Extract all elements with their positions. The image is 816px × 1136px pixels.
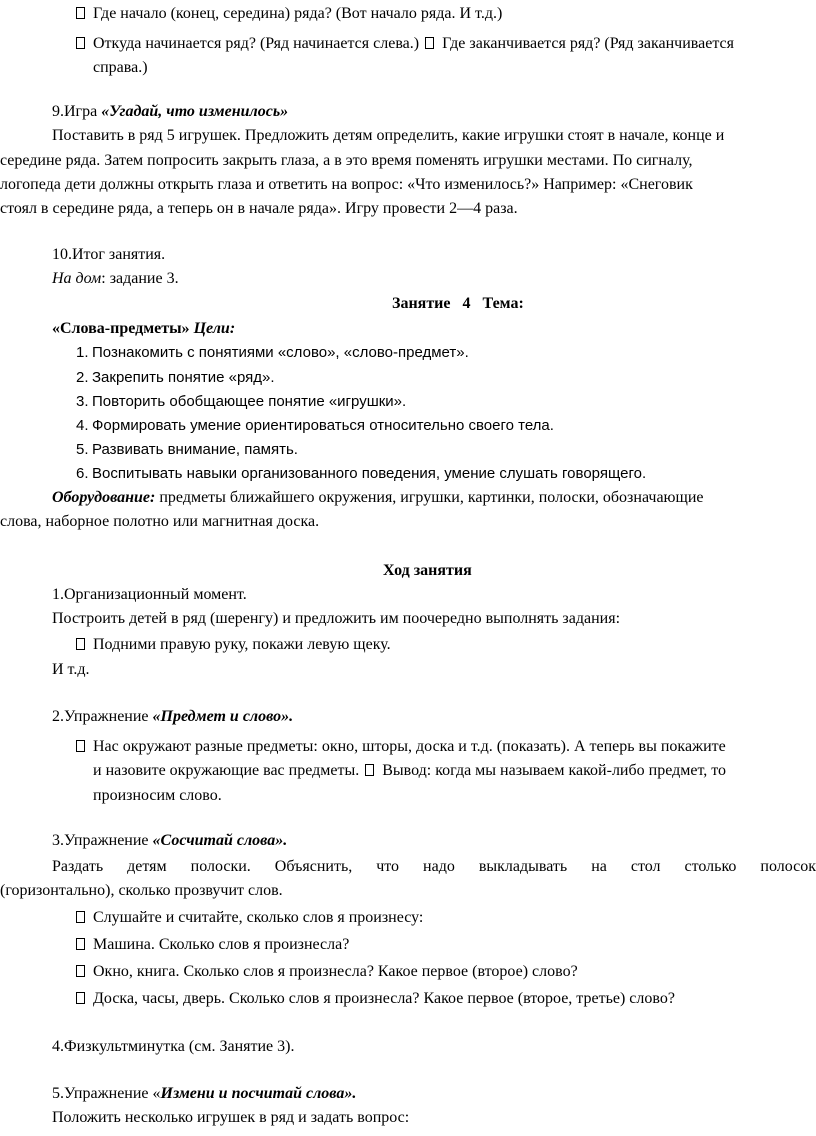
paragraph-line: Положить несколько игрушек в ряд и задать вопрос:: [52, 1109, 410, 1126]
paragraph-line: логопеда дети должны открыть глаза и ответить на вопрос: «Что изменилось?» Например: «Снеговик: [0, 176, 693, 193]
lesson-topic: «Слова-предметы» Цели:: [52, 320, 236, 337]
bullet-item: Подними правую руку, покажи левую щеку.: [76, 635, 391, 655]
paragraph-line: И т.д.: [52, 661, 90, 678]
goal-item: 3. Повторить обобщающее понятие «игрушки».: [76, 393, 407, 410]
goal-item: 6. Воспитывать навыки организованного поведения, умение слушать говорящего.: [76, 465, 647, 482]
bullet-item: Машина. Сколько слов я произнесла?: [76, 935, 349, 955]
lesson-heading: Занятие 4 Тема:: [392, 295, 524, 312]
goal-item: 4. Формировать умение ориентироваться относительно своего тела.: [76, 417, 554, 434]
bullet-box-icon: [76, 965, 85, 977]
bullet-continuation: справа.): [93, 59, 148, 76]
bullet-box-icon: [365, 764, 374, 776]
bullet-box-icon: [425, 37, 434, 49]
bullet-item: Слушайте и считайте, сколько слов я произнесу:: [76, 908, 423, 928]
bullet-box-icon: [76, 938, 85, 950]
game-heading: 9.Игра «Угадай, что изменилось»: [52, 103, 289, 120]
paragraph-line: (горизонтально), сколько прозвучит слов.: [0, 882, 283, 899]
summary-title: 10.Итог занятия.: [52, 246, 166, 263]
bullet-box-icon: [76, 638, 85, 650]
bullet-item: Доска, часы, дверь. Сколько слов я произнесла? Какое первое (второе, третье) слово?: [76, 989, 675, 1009]
course-heading: Ход занятия: [383, 562, 472, 579]
section-title: 2.Упражнение «Предмет и слово».: [52, 708, 294, 725]
bullet-box-icon: [76, 7, 85, 19]
goal-item: 1. Познакомить с понятиями «слово», «слово-предмет».: [76, 344, 469, 361]
paragraph-line: середине ряда. Затем попросить закрыть глаза, а в это время поменять игрушки местами. По сигналу,: [0, 152, 693, 169]
bullet-box-icon: [76, 911, 85, 923]
equipment-line: Оборудование: предметы ближайшего окружения, игрушки, картинки, полоски, обозначающие: [52, 489, 704, 506]
paragraph-line: Раздать детям полоски. Объяснить, что надо выкладывать на стол столько полосок: [52, 858, 816, 875]
section-title: 5.Упражнение «Измени и посчитай слова».: [52, 1085, 357, 1102]
bullet-item: Откуда начинается ряд? (Ряд начинается слева.) Где заканчивается ряд? (Ряд заканчивается: [76, 34, 734, 54]
bullet-item: Где начало (конец, середина) ряда? (Вот начало ряда. И т.д.): [76, 4, 502, 24]
bullet-continuation: произносим слово.: [93, 787, 222, 804]
paragraph-line: стоял в середине ряда, а теперь он в начале ряда». Игру провести 2—4 раза.: [0, 200, 518, 217]
paragraph-line: Поставить в ряд 5 игрушек. Предложить детям определить, какие игрушки стоят в начале, конце и: [52, 127, 725, 144]
equipment-line: слова, наборное полотно или магнитная доска.: [0, 513, 320, 530]
section-title: 3.Упражнение «Сосчитай слова».: [52, 832, 288, 849]
bullet-continuation: и назовите окружающие вас предметы. Вывод: когда мы называем какой-либо предмет, то: [93, 762, 727, 779]
bullet-item: Нас окружают разные предметы: окно, шторы, доска и т.д. (показать). А теперь вы покажите: [76, 737, 726, 757]
homework-line: На дом: задание 3.: [52, 270, 179, 287]
goal-item: 5. Развивать внимание, память.: [76, 441, 298, 458]
paragraph-line: Построить детей в ряд (шеренгу) и предложить им поочередно выполнять задания:: [52, 610, 621, 627]
bullet-box-icon: [76, 992, 85, 1004]
section-title: 4.Физкультминутка (см. Занятие 3).: [52, 1038, 295, 1055]
bullet-box-icon: [76, 740, 85, 752]
bullet-box-icon: [76, 37, 85, 49]
goal-item: 2. Закрепить понятие «ряд».: [76, 369, 275, 386]
section-title: 1.Организационный момент.: [52, 586, 247, 603]
bullet-item: Окно, книга. Сколько слов я произнесла? Какое первое (второе) слово?: [76, 962, 578, 982]
